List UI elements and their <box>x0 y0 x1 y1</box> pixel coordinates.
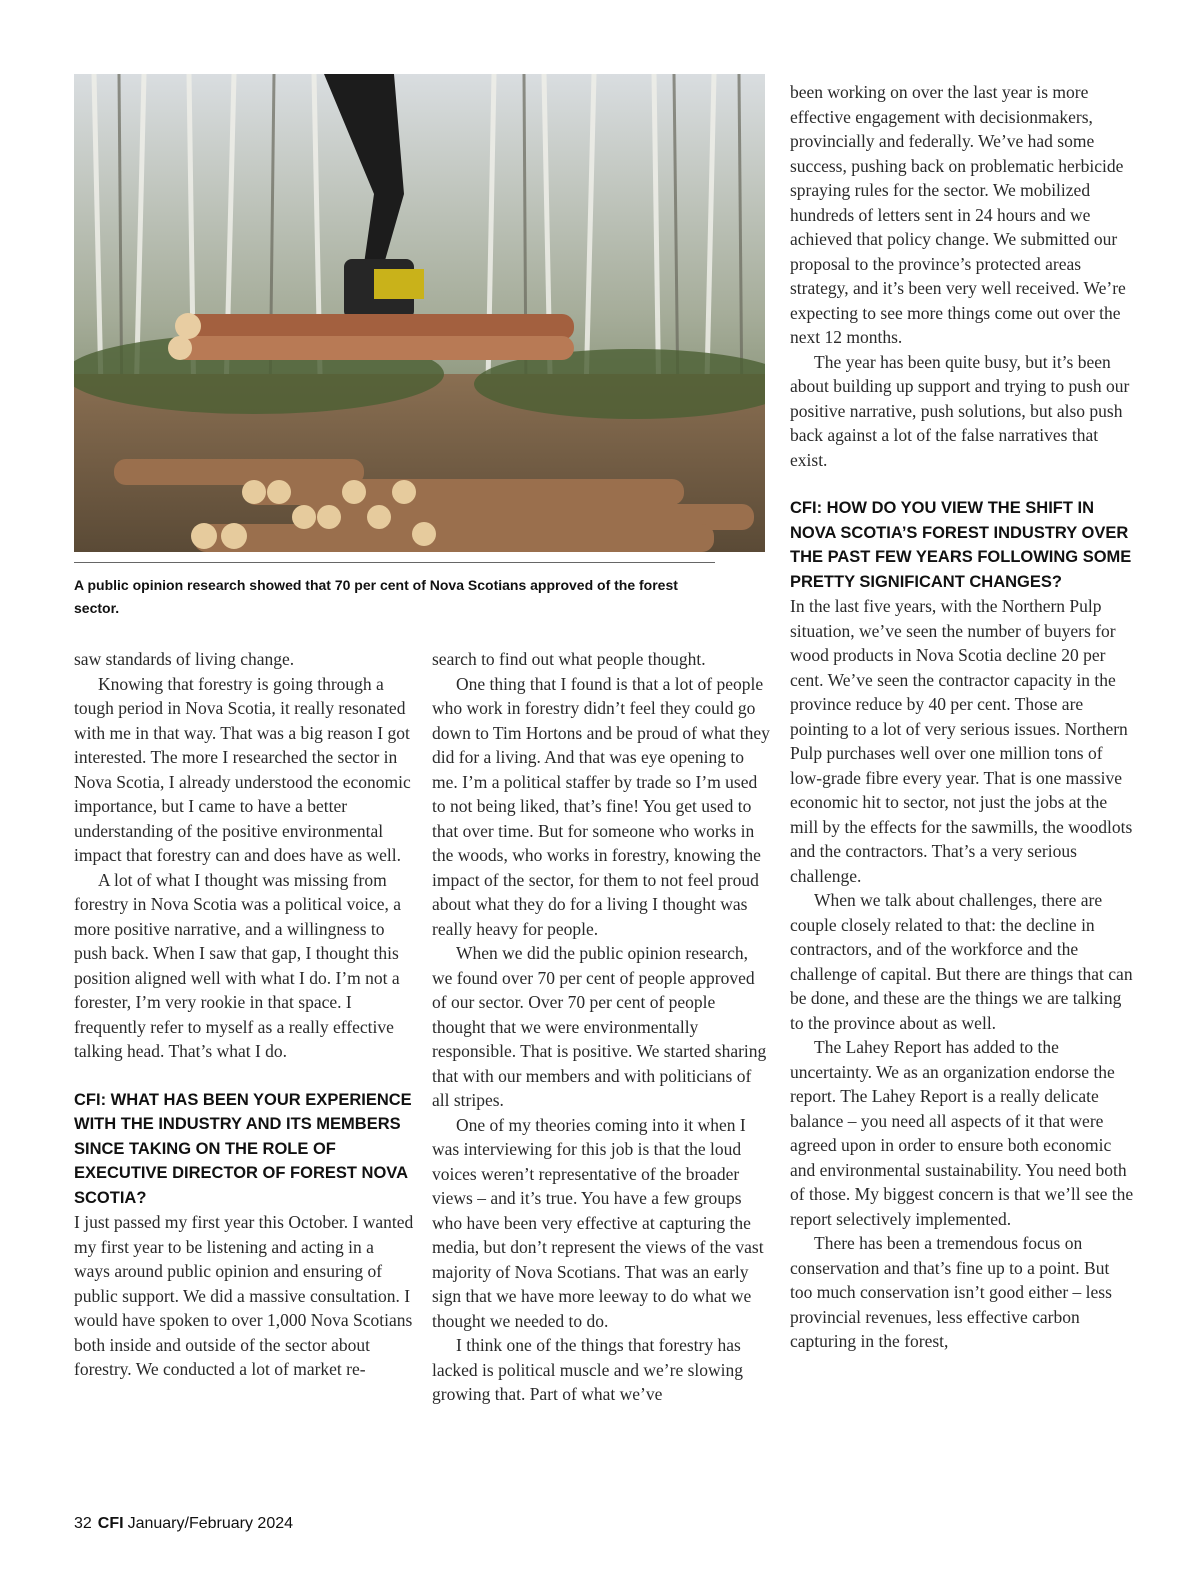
paragraph: saw standards of living change. <box>74 649 295 669</box>
photo-illustration <box>74 74 765 552</box>
paragraph: A lot of what I thought was missing from forestry in Nova Scotia was a political voice, a more positive narrative, and a willingness to push back. When I saw that gap, I thought this position aligned well with what I do. I’m not a forester, I’m very rookie in that space. I frequently refer to myself as a really effective talking head. That’s what I do. <box>74 869 402 1061</box>
issue-date: January/February 2024 <box>127 1515 294 1532</box>
column-1 <box>74 647 414 1382</box>
paragraph: One thing that I found is that a lot of people who work in forestry didn’t feel they could go down to Tim Hortons and be proud of what they did for a living. And that was eye opening to me. I’m a political staffer by trade so I’m used to not being liked, that’s fine! You get used to that over time. But for someone who works in the woods, who works in forestry, knowing the impact of the sector, for them to not feel proud about what they do for a living I thought was really heavy for people. <box>432 673 770 939</box>
forestry-harvester-photo <box>74 74 765 552</box>
paragraph: been working on over the last year is more effective engagement with decisionmakers, provincially and federally. We’ve had some success, pushing back on problematic herbicide spraying rules for the sector. We mobilized hundreds of letters sent in 24 hours and we achieved that policy change. We submitted our proposal to the province’s protected areas strategy, and it’s been very well received. We’re expecting to see more things come out over the next 12 months. <box>790 82 1126 347</box>
caption-rule <box>74 562 715 563</box>
page-footer <box>74 1515 293 1533</box>
column-2 <box>432 647 772 1407</box>
column-3 <box>790 80 1135 1354</box>
interview-question: CFI: WHAT HAS BEEN YOUR EXPERIENCE WITH THE INDUSTRY AND ITS MEMBERS SINCE TAKING ON THE ROLE OF EXECUTIVE DIRECTOR OF FOREST NOVA SCOTIA? <box>74 1090 412 1207</box>
page-number: 32 <box>74 1515 92 1532</box>
paragraph: There has been a tremendous focus on conservation and that’s fine up to a point. But too much conservation isn’t good either – less provincial revenues, less effective carbon capturing in the forest, <box>790 1233 1112 1351</box>
photo-caption: A public opinion research showed that 70 per cent of Nova Scotians approved of the forest sector. <box>74 577 678 616</box>
interview-question: CFI: HOW DO YOU VIEW THE SHIFT IN NOVA SCOTIA’S FOREST INDUSTRY OVER THE PAST FEW YEARS FOLLOWING SOME PRETTY SIGNIFICANT CHANGES? <box>790 499 1132 591</box>
paragraph: The year has been quite busy, but it’s been about building up support and trying to push our positive narrative, push solutions, but also push back against a lot of the false narratives that exist. <box>790 351 1130 470</box>
publication-name: CFI <box>97 1515 124 1532</box>
paragraph: One of my theories coming into it when I was interviewing for this job is that the loud voices weren’t representative of the broader views – and it’s true. You have a few groups who have been very effective at capturing the media, but don’t represent the views of the vast majority of Nova Scotians. That was an early sign that we have more leeway to do what we thought we needed to do. <box>432 1114 764 1331</box>
paragraph: In the last five years, with the Northern Pulp situation, we’ve seen the number of buyers for wood products in Nova Scotia decline 20 per cent. We’ve seen the contractor capacity in the province reduce by 40 per cent. Those are pointing to a lot of very serious issues. Northern Pulp purchases well over one million tons of low-grade fibre every year. That is one massive economic hit to sector, not just the jobs at the mill by the effects for the sawmills, the woodlots and the contractors. That’s a very serious challenge. <box>790 596 1133 886</box>
paragraph: Knowing that forestry is going through a tough period in Nova Scotia, it really resonated with me in that way. That was a big reason I got interested. The more I researched the sector in Nova Scotia, I already understood the economic importance, but I came to have a better understanding of the positive environmental impact that forestry can and does have as well. <box>74 673 411 865</box>
paragraph: search to find out what people thought. <box>432 649 706 669</box>
paragraph: The Lahey Report has added to the uncertainty. We as an organization endorse the report. The Lahey Report is a really delicate balance – you need all aspects of it that were agreed upon in order to ensure both economic and environmental sustainability. You need both of those. My biggest concern is that we’ll see the report selectively implemented. <box>790 1037 1134 1229</box>
paragraph: When we did the public opinion research, we found over 70 per cent of people approved of our sector. Over 70 per cent of people thought that we were environmentally responsible. That is positive. We started sharing that with our members and with politicians of all stripes. <box>432 943 767 1110</box>
paragraph: I just passed my first year this October. I wanted my first year to be listening and acting in a ways around public opinion and ensuring of public support. We did a massive consultation. I would have spoken to over 1,000 Nova Scotians both inside and outside of the sector about forestry. We conducted a lot of market re- <box>74 1212 414 1379</box>
paragraph: When we talk about challenges, there are couple closely related to that: the decline in contractors, and of the workforce and the challenge of capital. But there are things that can be done, and these are the things we are talking to the province about as well. <box>790 890 1133 1033</box>
paragraph: I think one of the things that forestry has lacked is political muscle and we’re slowing growing that. Part of what we’ve <box>432 1335 744 1404</box>
